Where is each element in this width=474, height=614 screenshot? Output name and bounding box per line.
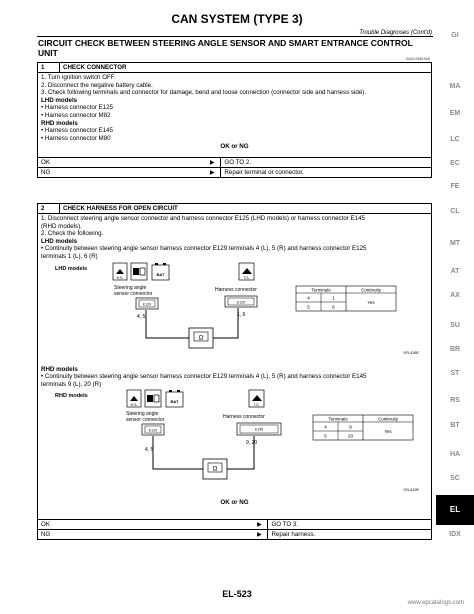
step-1-ok-ng: OK or NG <box>220 143 249 151</box>
step-2-line: (RHD models). <box>41 222 82 230</box>
step-2-body <box>38 214 432 520</box>
step-2-rhd-heading: RHD models <box>41 365 78 373</box>
section-title: CIRCUIT CHECK BETWEEN STEERING ANGLE SENSOR AND SMART ENTRANCE CONTROL UNIT <box>38 38 413 58</box>
step-1-line: 2. Disconnect the negative battery cable. <box>41 81 153 89</box>
page-title: CAN SYSTEM (TYPE 3) <box>171 12 303 26</box>
hs-icon-text: H.S. <box>130 403 138 408</box>
step-1-rhd-heading: RHD models <box>41 119 78 127</box>
index-tab-idx[interactable]: IDX <box>449 531 461 538</box>
harness-pin-label: 1, 6 <box>237 311 246 318</box>
diagram-models-label: LHD models <box>55 265 88 272</box>
index-tab-ha[interactable]: HA <box>449 451 461 458</box>
index-tab-em[interactable]: EM <box>449 110 461 117</box>
lhd-continuity-diagram <box>41 262 426 366</box>
index-tab-ec[interactable]: EC <box>450 160 460 167</box>
battery-icon <box>166 390 183 407</box>
step-2-ok-label: OK <box>38 520 252 530</box>
harness-label: Harness connector <box>215 286 257 293</box>
index-tab-cl[interactable]: CL <box>450 208 460 215</box>
sensor-connector-id: E129 <box>142 302 152 307</box>
step-2-number: 2 <box>38 204 60 214</box>
step-2-table <box>37 203 432 540</box>
table-cell: 4 <box>307 295 310 301</box>
title-rule <box>37 36 433 37</box>
table-header-continuity: Continuity <box>377 416 399 422</box>
step-1-line: • Harness connector E125 <box>41 104 113 112</box>
diagram-models-label: RHD models <box>55 393 88 400</box>
sensor-connector-icon <box>136 298 158 309</box>
ohmmeter-icon <box>203 459 227 479</box>
harness-pin-label: 9, 20 <box>246 440 258 447</box>
table-header-terminals: Terminals <box>311 287 331 293</box>
continuity-table <box>313 415 413 440</box>
step-2-line: terminals 9 (L), 20 (R) <box>41 380 102 388</box>
table-cell: 4 <box>324 424 327 430</box>
step-2-ng-label: NG <box>38 530 252 540</box>
index-tab-st[interactable]: ST <box>450 370 460 377</box>
sensor-label-line-1: Steering angle <box>126 411 159 418</box>
ohmmeter-symbol: Ω <box>198 334 204 342</box>
probe-lead-right <box>213 308 238 338</box>
step-1-lhd-heading: LHD models <box>41 96 78 104</box>
index-tab-mt[interactable]: MT <box>449 240 461 247</box>
ohmmeter-symbol: Ω <box>212 465 218 473</box>
step-1-title: CHECK CONNECTOR <box>60 63 432 73</box>
figure-code: YEL419E <box>402 488 419 493</box>
table-cell: 6 <box>332 304 335 310</box>
index-tab-sc[interactable]: SC <box>450 475 460 482</box>
arrow-icon: ▶ <box>251 520 268 530</box>
step-1-number: 1 <box>38 63 60 73</box>
battery-icon <box>152 263 169 280</box>
step-1-ng-label: NG <box>38 168 205 178</box>
harness-connector-icon <box>225 296 257 307</box>
table-header-terminals: Terminals <box>328 416 348 422</box>
ts-icon <box>239 263 254 280</box>
arrow-icon: ▶ <box>204 168 221 178</box>
step-1-line: • Harness connector M80 <box>41 134 111 142</box>
sensor-label-line-1: Steering angle <box>114 284 147 291</box>
table-result: Yes <box>384 429 392 435</box>
step-2-title: CHECK HARNESS FOR OPEN CIRCUIT <box>60 204 432 214</box>
step-1-ng-action: Repair terminal or connector. <box>221 168 432 178</box>
step-2-line: 2. Check the following. <box>41 230 104 238</box>
harness-connector-id: E125 <box>236 300 246 305</box>
table-cell: 20 <box>347 433 354 439</box>
hs-icon <box>127 390 141 407</box>
probe-lead-left <box>146 310 189 338</box>
ohmmeter-icon <box>189 328 213 348</box>
step-2-line: 1. Disconnect steering angle sensor connector and harness connector E125 (LHD models) or harness connector E145 <box>41 215 365 222</box>
index-tab-el[interactable]: EL <box>436 495 474 525</box>
step-2-lhd-heading: LHD models <box>41 237 78 245</box>
sensor-connector-id: E129 <box>148 428 158 433</box>
step-2-line: terminals 1 (L), 6 (R) <box>41 252 98 260</box>
hs-icon <box>113 263 127 280</box>
page-subtitle: Trouble Diagnoses (Cont'd) <box>359 30 432 36</box>
step-2-line: • Continuity between steering angle sensor harness connector E129 terminals 4 (L), 5 (R) and harness connector E145 <box>41 373 367 381</box>
step-1-body <box>38 73 432 158</box>
continuity-table <box>296 286 396 311</box>
table-header-continuity: Continuity <box>360 287 382 293</box>
sensor-pin-label: 4, 5 <box>137 313 146 320</box>
page-number: EL-523 <box>222 589 252 599</box>
index-tab-rs[interactable]: RS <box>450 397 460 404</box>
ts-icon-text: T.S. <box>253 403 260 408</box>
battery-icon-text: BAT <box>156 271 165 277</box>
harness-connector-id: E145 <box>254 427 264 432</box>
step-1-line: 3. Check following terminals and connector for damage, bend and loose connection (connector side and harness side). <box>41 89 367 97</box>
section-code: =NLEL0651S05 <box>405 57 430 61</box>
index-tab-ax[interactable]: AX <box>450 292 460 299</box>
index-tab-bt[interactable]: BT <box>450 422 460 429</box>
arrow-icon: ▶ <box>204 158 221 168</box>
table-result: Yes <box>367 299 375 305</box>
index-tab-su[interactable]: SU <box>450 322 460 329</box>
step-2-ok-action: GO TO 3. <box>268 520 432 530</box>
index-tab-gi[interactable]: GI <box>451 32 459 39</box>
hs-icon-text: H.S. <box>116 275 124 280</box>
index-tab-br[interactable]: BR <box>449 346 461 353</box>
probe-lead-left <box>153 436 203 469</box>
step-1-ok-label: OK <box>38 158 205 168</box>
index-tab-at[interactable]: AT <box>450 268 460 275</box>
sensor-connector-icon <box>142 424 164 435</box>
table-cell: 5 <box>324 433 327 439</box>
ts-icon-text: T.S. <box>243 275 250 280</box>
step-2-line: • Continuity between steering angle sensor harness connector E129 terminals 4 (L), 5 (R) and harness connector E125 <box>41 245 367 253</box>
harness-connector-icon <box>237 423 281 435</box>
rhd-continuity-diagram <box>41 389 426 499</box>
disconnect-connector-icon <box>145 390 161 407</box>
index-tab-fe[interactable]: FE <box>450 183 460 190</box>
watermark-brand: www.epcatalogs.com <box>407 600 464 606</box>
table-cell: 9 <box>349 424 352 430</box>
step-1-line: • Harness connector M82 <box>41 111 111 119</box>
table-cell: 5 <box>307 304 310 310</box>
step-2-ng-action: Repair harness. <box>268 530 432 540</box>
disconnect-connector-icon <box>131 263 147 280</box>
battery-icon-text: BAT <box>170 399 179 405</box>
sensor-pin-label: 4, 5 <box>145 447 154 454</box>
sensor-label-line-2: sensor connector <box>114 290 153 297</box>
table-cell: 1 <box>332 295 335 301</box>
step-1-line: • Harness connector E145 <box>41 127 113 135</box>
index-tab-lc[interactable]: LC <box>450 136 460 143</box>
harness-label: Harness connector <box>223 414 265 421</box>
arrow-icon: ▶ <box>251 530 268 540</box>
index-tab-ma[interactable]: MA <box>449 83 461 90</box>
figure-code: YEL418E <box>402 350 419 355</box>
step-2-ok-ng: OK or NG <box>220 499 249 507</box>
step-1-line: 1. Turn ignition switch OFF. <box>41 74 116 81</box>
step-1-table <box>37 62 432 178</box>
step-1-ok-action: GO TO 2. <box>221 158 432 168</box>
ts-icon <box>249 390 264 407</box>
sensor-label-line-2: sensor connector <box>126 417 165 424</box>
